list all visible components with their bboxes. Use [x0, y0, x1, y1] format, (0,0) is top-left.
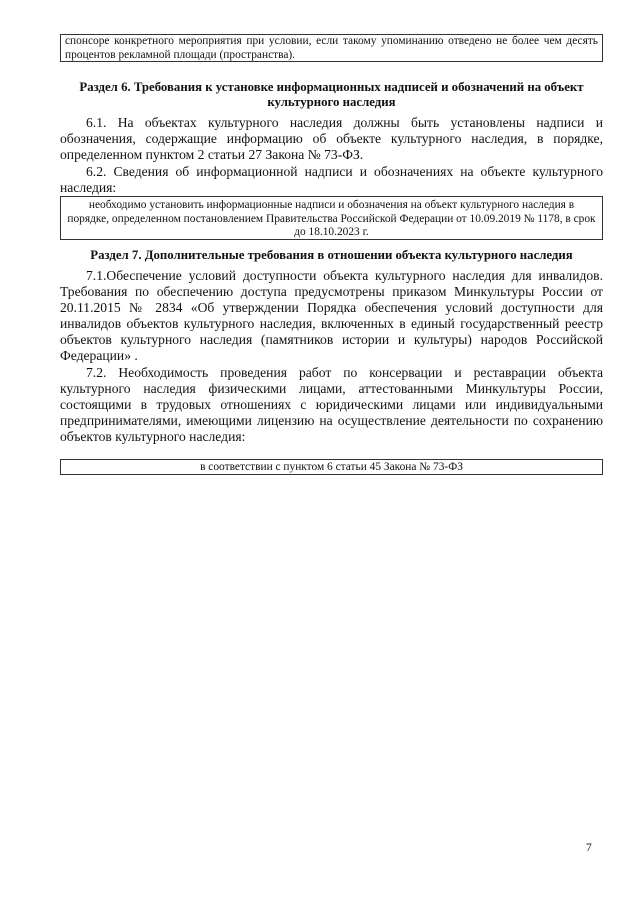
section-6-title: Раздел 6. Требования к установке информационных надписей и обозначений на объект культурного наследия	[79, 80, 584, 109]
page-number: 7	[586, 842, 592, 854]
restoration-requirement-box	[60, 459, 603, 475]
info-signs-requirement-box	[60, 196, 603, 240]
section-7-title: Раздел 7. Дополнительные требования в отношении объекта культурного наследия	[90, 248, 573, 262]
info-signs-requirement-text: необходимо установить информационные надписи и обозначения на объект культурного наследия в порядке, определенном постановлением Правительства Российской Федерации от 10.09.2019 № 1178, в срок до 18.10.2023 г.	[67, 199, 596, 238]
paragraph-6-1: 6.1. На объектах культурного наследия должны быть установлены надписи и обозначения, содержащие информацию об объекте культурного наследия, в порядке, определенном пунктом 2 статьи 27 Закона № 73-ФЗ.	[60, 115, 603, 162]
restoration-requirement-text: в соответствии с пунктом 6 статьи 45 Закона № 73-ФЗ	[200, 461, 463, 473]
sponsor-info-text: спонсоре конкретного мероприятия при условии, если такому упоминанию отведено не более чем десять процентов рекламной площади (пространства).	[65, 35, 598, 61]
paragraph-6-2: 6.2. Сведения об информационной надписи и обозначениях на объекте культурного наследия:	[60, 164, 603, 195]
sponsor-info-box	[60, 34, 603, 62]
paragraph-7-1: 7.1.Обеспечение условий доступности объекта культурного наследия для инвалидов. Требования по обеспечению доступа предусмотрены приказом Минкультуры России от 20.11.2015 № 2834 «Об утверждении Порядка обеспечения условий доступности для инвалидов объектов культурного наследия, включенных в единый государственный реестр объектов культурного наследия (памятников истории и культуры) народов Российской Федерации» .	[60, 268, 603, 363]
paragraph-7-2: 7.2. Необходимость проведения работ по консервации и реставрации объекта культурного наследия физическими лицами, аттестованными Минкультуры России, состоящими в трудовых отношениях с юридическими лицами или индивидуальными предпринимателями, имеющими лицензию на осуществление деятельности по сохранению объектов культурного наследия:	[60, 365, 603, 444]
